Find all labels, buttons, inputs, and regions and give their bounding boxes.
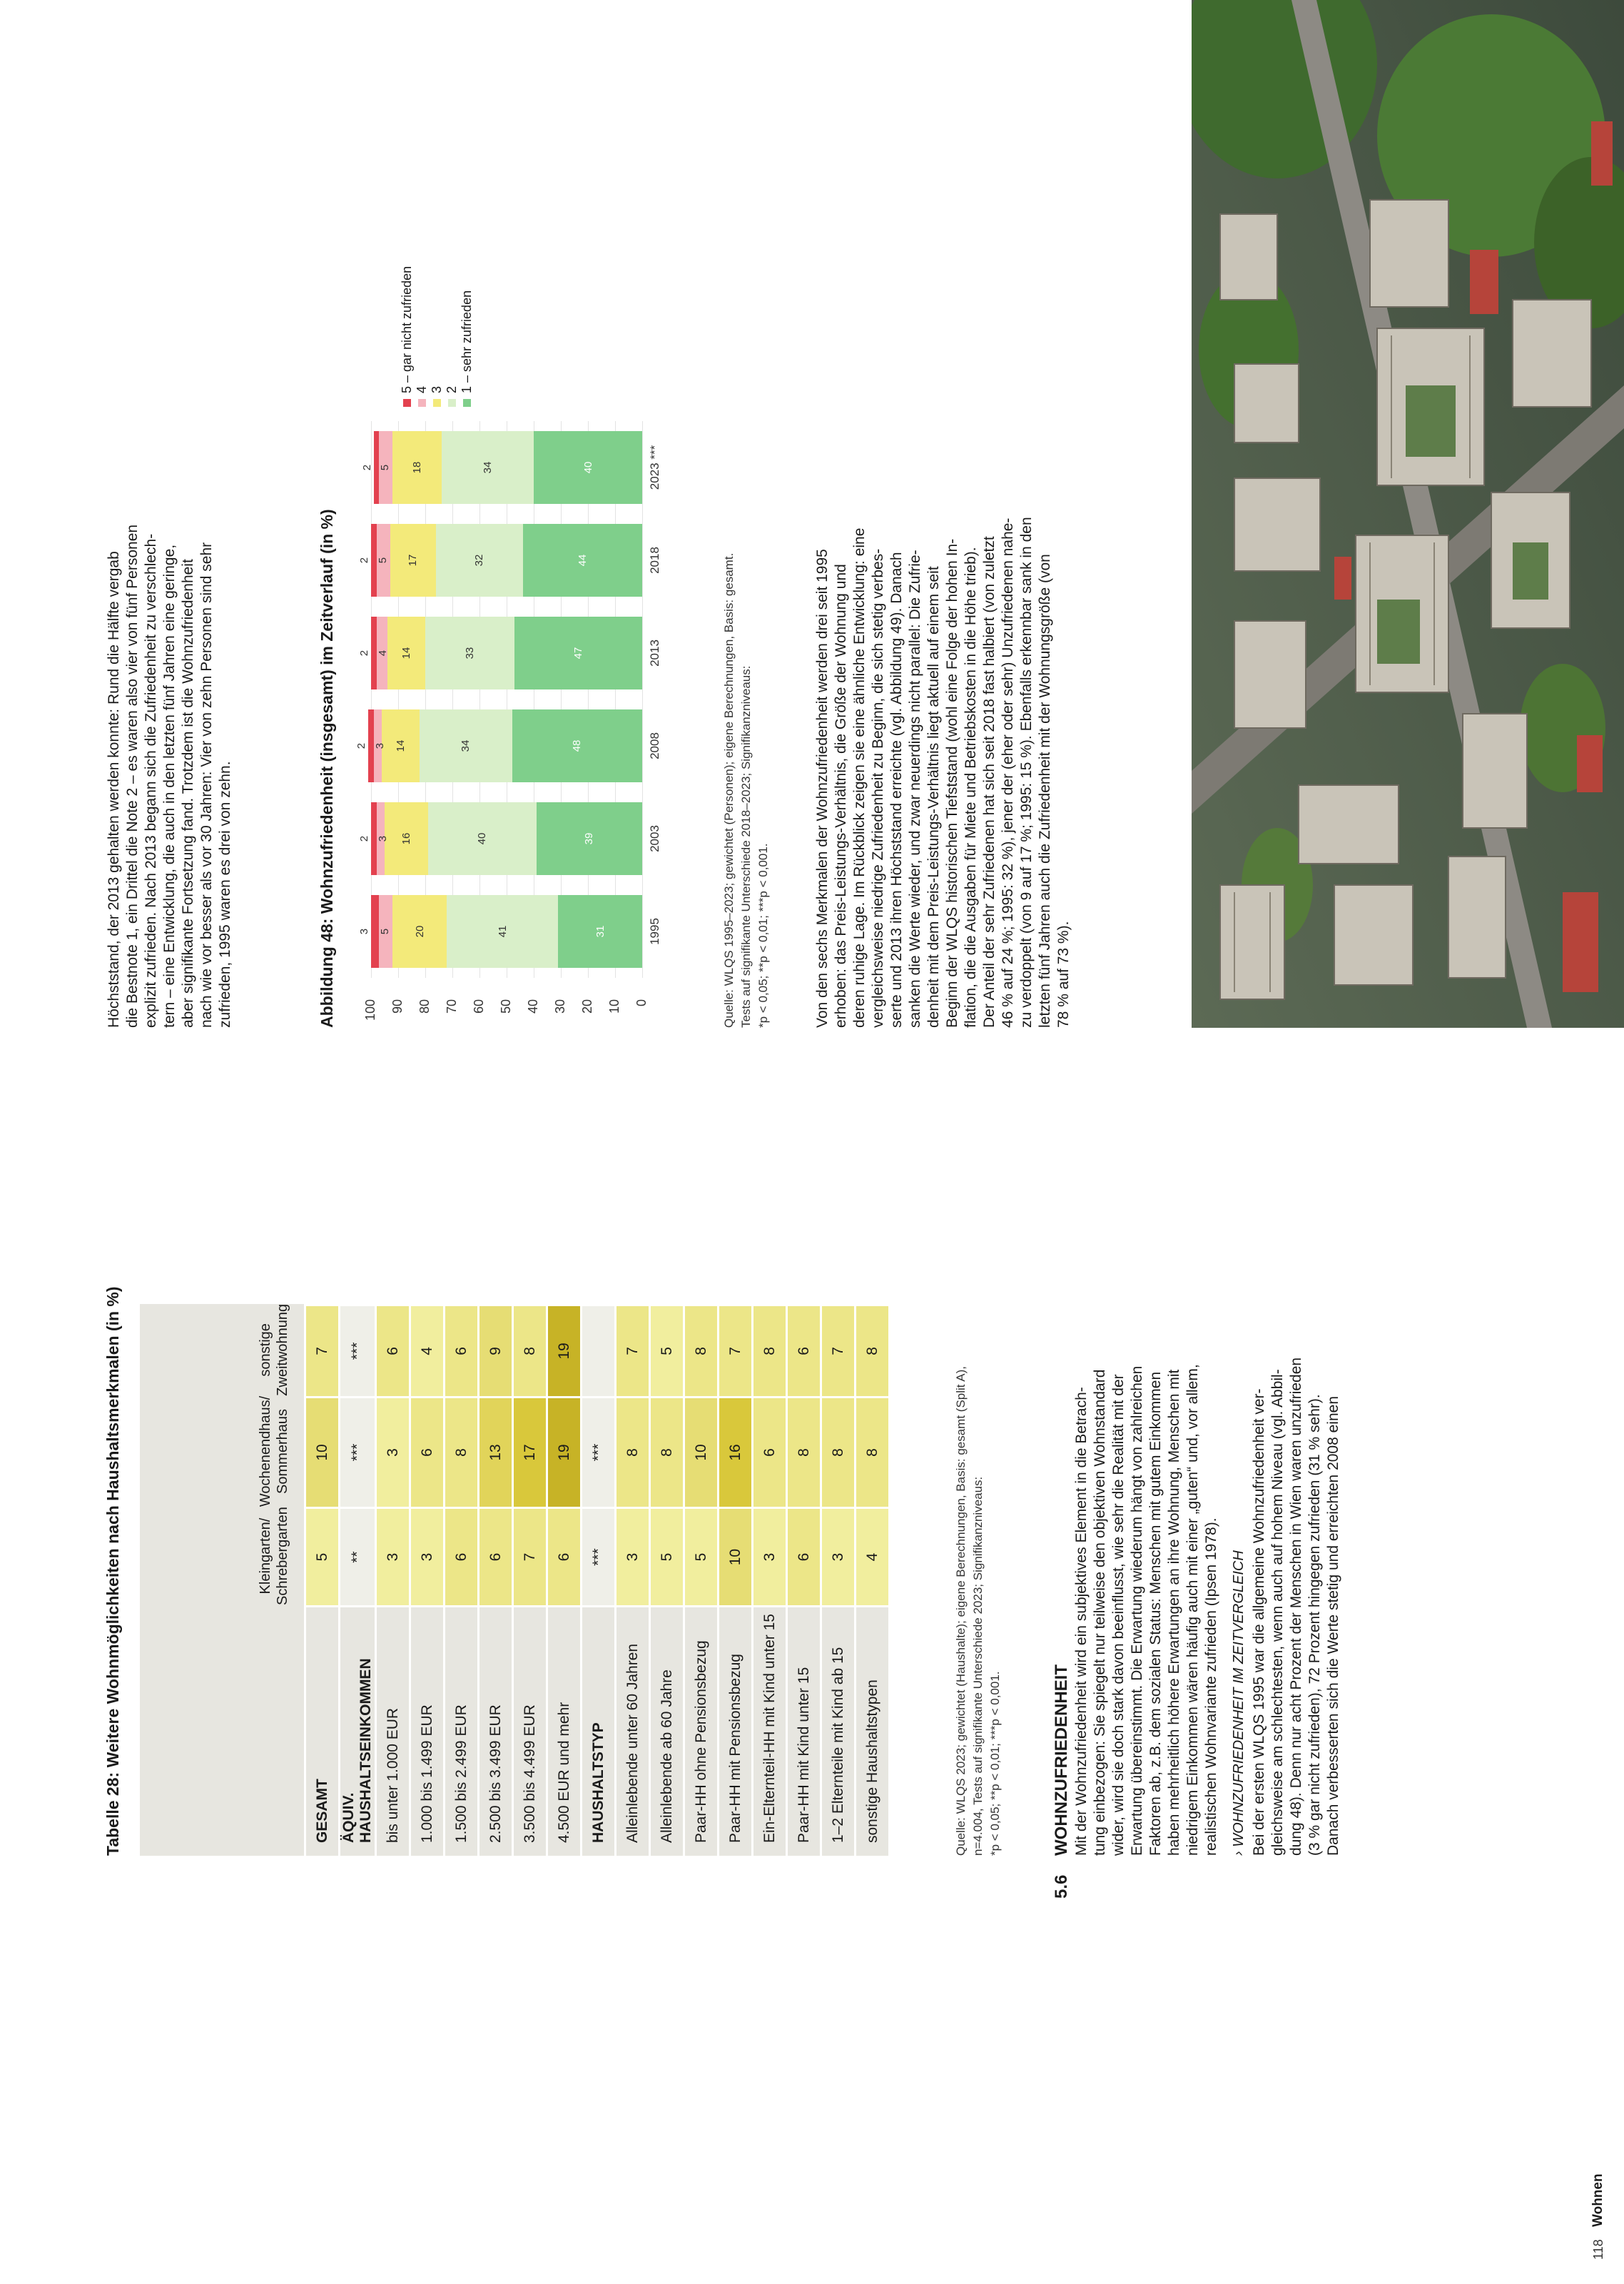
bar-segment: [358, 617, 377, 689]
cell-value: ***: [582, 1507, 616, 1605]
cell-value: 10: [306, 1396, 340, 1507]
data-label: 3: [376, 835, 389, 842]
data-label: 5: [376, 557, 389, 564]
row-label: GESAMT: [306, 1605, 340, 1856]
row-label: 1.000 bis 1.499 EUR: [411, 1605, 445, 1856]
row-label: Paar-HH mit Pensionsbezug: [719, 1605, 753, 1856]
cell-value: 5: [651, 1304, 685, 1396]
cell-value: 4: [856, 1507, 890, 1605]
cell-value: 8: [822, 1396, 856, 1507]
cell-value: 9: [479, 1304, 514, 1396]
cell-value: 19: [548, 1304, 582, 1396]
text-line: Der Anteil der sehr Zufriedenen hat sich seit 2018 fast halbiert (von zuletzt: [981, 536, 998, 1028]
gridline: [588, 421, 589, 978]
data-label: 33: [464, 647, 477, 660]
gridline: [642, 421, 643, 978]
text-line: Faktoren ab, z.B. dem sozialen Status: Menschen mit gutem Einkommen: [1147, 1371, 1164, 1856]
table-row: [788, 1304, 822, 1856]
row-label: Ein-Elternteil-HH mit Kind unter 15: [753, 1605, 788, 1856]
cell-value: 3: [377, 1507, 411, 1605]
data-label: 2: [358, 650, 370, 657]
table-row: [479, 1304, 514, 1856]
text-line: die Bestnote 1, ein Drittel die Note 2 – es waren also vier von fünf Personen: [124, 524, 141, 1028]
table-row: [685, 1304, 719, 1856]
text-line: sanken die Werte wieder, und zwar neuerdings nicht parallel: Die Zufrie-: [907, 550, 923, 1028]
gridline: [615, 421, 616, 978]
data-label: 2: [358, 557, 370, 564]
section-label: Wohnen: [1590, 2173, 1605, 2227]
row-label: Paar-HH mit Kind unter 15: [788, 1605, 822, 1856]
text-line: nach wie vor besser als vor 30 Jahren: Vier von zehn Personen sind sehr: [198, 542, 215, 1028]
table-row: [377, 1304, 411, 1856]
bar-segment: [385, 802, 428, 874]
bar-segment: [523, 524, 642, 596]
stacked-bar-chart: [350, 207, 749, 1028]
row-label: HAUSHALTSTYP: [582, 1605, 616, 1856]
section-title: WOHNZUFRIEDENHEIT: [1052, 1664, 1071, 1856]
table-row: [445, 1304, 479, 1856]
table-row: [753, 1304, 788, 1856]
cell-value: 4: [411, 1304, 445, 1396]
data-label: 4: [376, 650, 389, 657]
cell-value: 19: [548, 1396, 582, 1507]
text-line: tung einbezogen: Sie spiegelt nur teilweise den objektiven Wohnstandard: [1092, 1369, 1108, 1856]
text-line: flation, die die Ausgaben für Miete und Betriebskosten in die Höhe trieb).: [963, 547, 979, 1028]
cell-value: 6: [788, 1304, 822, 1396]
cell-value: 6: [548, 1507, 582, 1605]
legend-entry: [460, 266, 474, 407]
text-line: zu verdoppelt (von 9 auf 17 %; 1995: 15 %). Ebenfalls erkennbar sank in den: [1018, 517, 1035, 1028]
bar-segment: [387, 617, 425, 689]
bar-segment: [428, 802, 537, 874]
text-line: Mit der Wohnzufriedenheit wird ein subjektives Element in die Betrach-: [1073, 1387, 1090, 1856]
data-label: 48: [571, 739, 584, 752]
legend-swatch: [433, 399, 441, 407]
section-number: 5.6: [1052, 1874, 1071, 1899]
bar-segment: [382, 709, 420, 782]
cell-value: 6: [753, 1396, 788, 1507]
cell-value: 3: [822, 1507, 856, 1605]
table-title: Tabelle 28: Weitere Wohnmöglichkeiten nach Haushaltsmerkmalen (in %): [103, 1286, 122, 1856]
table-row: [616, 1304, 651, 1856]
data-label: 20: [413, 925, 426, 938]
bar-segment: [358, 524, 377, 596]
x-tick-label: 2023 ***: [648, 445, 661, 490]
legend-entry: [400, 266, 415, 407]
x-tick-label: 2018: [648, 547, 661, 574]
text-line: gleichsweise am schlechtesten, wenn auch auf hohem Niveau (vgl. Abbil-: [1269, 1369, 1286, 1856]
legend-label: 3: [430, 385, 444, 393]
cell-value: 8: [651, 1396, 685, 1507]
legend-entry: [430, 266, 445, 407]
data-label: 18: [411, 461, 424, 474]
text-line: deren ruhige Lage. Im Rückblick zeigen sie eine ähnliche Entwicklung: eine: [851, 527, 868, 1028]
legend-entry: [445, 266, 460, 407]
bar-segment: [534, 431, 642, 503]
table-row: [548, 1304, 582, 1856]
y-tick-label: 30: [553, 999, 567, 1014]
cell-value: ***: [582, 1396, 616, 1507]
row-label: Alleinlebende unter 60 Jahren: [616, 1605, 651, 1856]
cell-value: 5: [685, 1507, 719, 1605]
bar-segment: [392, 895, 447, 967]
table-corner: [140, 1605, 306, 1856]
cell-value: 10: [685, 1396, 719, 1507]
cell-value: 5: [306, 1507, 340, 1605]
legend-label: 4: [415, 385, 429, 393]
bar-segment: [355, 709, 374, 782]
text-line: Bei der ersten WLQS 1995 war die allgemeine Wohnzufriedenheit ver-: [1251, 1388, 1267, 1856]
gridline: [452, 421, 453, 978]
legend-swatch: [448, 399, 456, 407]
cell-value: 8: [685, 1304, 719, 1396]
cell-value: 7: [719, 1304, 753, 1396]
cell-value: 17: [514, 1396, 548, 1507]
cell-value: 5: [651, 1507, 685, 1605]
data-label: 40: [582, 461, 594, 474]
row-label: Alleinlebende ab 60 Jahre: [651, 1605, 685, 1856]
row-label: Paar-HH ohne Pensionsbezug: [685, 1605, 719, 1856]
figure-source: Quelle: WLQS 1995–2023; gewichtet (Personen); eigene Berechnungen, Basis: gesamt. Tests auf signifikante Unterschiede 2018–2023; Signifikanzniveaus: *p < 0,05; **p < 0,01; ***p < 0,001.: [722, 552, 770, 1028]
bar-segment: [379, 895, 392, 967]
intro-paragraph: [105, 143, 235, 1028]
data-label: 5: [379, 928, 392, 935]
gridline: [425, 421, 426, 978]
y-tick-label: 0: [634, 999, 649, 1007]
data-label: 14: [400, 647, 412, 660]
text-line: Von den sechs Merkmalen der Wohnzufriedenheit werden drei seit 1995: [814, 549, 831, 1028]
data-label: 5: [379, 464, 392, 471]
cell-value: ***: [340, 1304, 377, 1396]
y-tick-label: 40: [526, 999, 540, 1014]
section-body: [1072, 978, 1221, 1856]
subsection-body: [1250, 978, 1343, 1856]
analysis-paragraph: [813, 143, 1073, 1028]
x-tick-label: 2003: [648, 825, 661, 852]
bar-segment: [442, 431, 534, 503]
bar-segment: [358, 802, 377, 874]
bar-segment: [436, 524, 523, 596]
bar-segment: [373, 709, 386, 782]
data-label: 41: [496, 925, 509, 938]
text-line: erhoben: das Preis-Leistungs-Verhältnis, die Größe der Wohnung und: [833, 564, 849, 1028]
text-line: 46 % auf 24 %; 1995: 32 %), jener der (eher oder sehr) Unzufriedenen nahe-: [1000, 517, 1016, 1028]
bar-segment: [392, 431, 441, 503]
data-label: 47: [572, 647, 585, 660]
text-line: tern – eine Entwicklung, die auch in den letzten fünf Jahren eine geringe,: [161, 544, 178, 1028]
y-tick-label: 60: [472, 999, 486, 1014]
data-label: 34: [460, 739, 472, 752]
bar-segment: [425, 617, 514, 689]
aerial-city-illustration: [1192, 0, 1624, 1028]
y-tick-label: 70: [445, 999, 459, 1014]
cell-value: 13: [479, 1396, 514, 1507]
bar-segment: [376, 802, 389, 874]
data-label: 16: [400, 832, 412, 845]
figure-title: Abbildung 48: Wohnzufriedenheit (insgesamt) im Zeitverlauf (in %): [318, 509, 336, 1028]
cell-value: **: [340, 1507, 377, 1605]
cell-value: 7: [822, 1304, 856, 1396]
data-label: 44: [576, 554, 589, 567]
table-row: [411, 1304, 445, 1856]
text-line: zufrieden, 1995 waren es drei von zehn.: [217, 761, 233, 1028]
cell-value: 6: [479, 1507, 514, 1605]
cell-value: 8: [753, 1304, 788, 1396]
row-label: 1–2 Elternteile mit Kind ab 15: [822, 1605, 856, 1856]
legend-label: 2: [445, 385, 459, 393]
bar-segment: [377, 617, 387, 689]
cell-value: 8: [514, 1304, 548, 1396]
bar-segment: [558, 895, 642, 967]
bar-segment: [512, 709, 642, 782]
page-number: 118: [1591, 2239, 1605, 2260]
data-label: 3: [373, 742, 386, 749]
row-label: 1.500 bis 2.499 EUR: [445, 1605, 479, 1856]
table-row: [340, 1304, 377, 1856]
y-tick-label: 10: [607, 999, 621, 1014]
x-tick-label: 2013: [648, 640, 661, 667]
row-label: sonstige Haushaltstypen: [856, 1605, 890, 1856]
text-line: Beginn der WLQS historischen Tiefststand (wohl eine Folge der hohen In-: [944, 538, 960, 1028]
data-label: 2: [358, 835, 370, 842]
text-line: denheit mit dem Preis-Leistungs-Verhältnis liegt aktuell auf einem seit: [925, 566, 942, 1028]
legend-label: 1 – sehr zufrieden: [460, 290, 474, 393]
text-line: serte und 2013 ihren Höchststand erreichte (vgl. Abbildung 49). Danach: [888, 552, 905, 1028]
text-line: aber signifikante Fortsetzung fand. Trotzdem ist die Wohnzufriedenheit: [180, 559, 196, 1028]
y-tick-label: 50: [499, 999, 513, 1014]
cell-value: 6: [445, 1507, 479, 1605]
cell-value: 16: [719, 1396, 753, 1507]
text-line: Erwartung übereinstimmt. Die Erwartung wiederum hängt von zahlreichen: [1129, 1365, 1145, 1856]
table-row: [856, 1304, 890, 1856]
y-tick-label: 20: [580, 999, 594, 1014]
cell-value: 8: [788, 1396, 822, 1507]
data-label: 2: [355, 742, 368, 749]
bar-segment: [390, 524, 437, 596]
cell-value: 6: [377, 1304, 411, 1396]
gridline: [398, 421, 399, 978]
bar-segment: [537, 802, 642, 874]
legend-swatch: [463, 399, 471, 407]
bar-segment: [377, 524, 390, 596]
col-header-kleingarten: Kleingarten/ Schrebergarten: [140, 1507, 306, 1605]
text-line: letzten fünf Jahren auch die Zufriedenheit mit der Wohnungsgröße (von: [1037, 554, 1053, 1028]
table-row: [582, 1304, 616, 1856]
bar-segment: [360, 431, 380, 503]
cell-value: ***: [340, 1396, 377, 1507]
data-label: 31: [594, 925, 607, 938]
data-label: 17: [407, 554, 420, 567]
x-tick-label: 2008: [648, 732, 661, 759]
cell-value: 6: [445, 1304, 479, 1396]
table-row: [719, 1304, 753, 1856]
data-label: 40: [476, 832, 489, 845]
text-line: wider, wird sie doch stark davon beeinflusst, wie sehr die Realität mit der: [1110, 1374, 1127, 1856]
cell-value: [582, 1304, 616, 1396]
table-source: Quelle: WLQS 2023; gewichtet (Haushalte); eigene Berechnungen, Basis: gesamt (Split A), n=4.004, Tests auf signifikante Unterschiede 2023; Signifikanzniveaus: *p < 0,05; **p < 0,01; ***p < 0,001.: [954, 1365, 1002, 1856]
row-label: bis unter 1.000 EUR: [377, 1605, 411, 1856]
aerial-city-photo: [1192, 0, 1624, 1028]
data-label: 3: [358, 928, 370, 935]
cell-value: 7: [514, 1507, 548, 1605]
cell-value: 3: [411, 1507, 445, 1605]
chart-legend: [400, 266, 474, 407]
text-line: haben mehrheitlich höhere Erwartungen an ihre Wohnung, Menschen mit: [1166, 1369, 1182, 1856]
legend-entry: [415, 266, 430, 407]
table-row: [306, 1304, 340, 1856]
subsection-heading: › WOHNZUFRIEDENHEIT IM ZEITVERGLEICH: [1231, 1550, 1247, 1856]
table-row: [514, 1304, 548, 1856]
row-label: ÄQUIV. HAUSHALTSEINKOMMEN: [340, 1605, 377, 1856]
data-label: 34: [481, 461, 494, 474]
row-label: 4.500 EUR und mehr: [548, 1605, 582, 1856]
table-row: [651, 1304, 685, 1856]
row-label: 2.500 bis 3.499 EUR: [479, 1605, 514, 1856]
y-tick-label: 80: [417, 999, 432, 1014]
x-tick-label: 1995: [648, 918, 661, 945]
text-line: Danach verbesserten sich die Werte stetig und erreichten 2008 einen: [1325, 1396, 1341, 1856]
text-line: dung 48). Denn nur acht Prozent der Menschen in Wien waren unzufrieden: [1288, 1357, 1304, 1856]
data-label: 2: [360, 464, 373, 471]
legend-label: 5 – gar nicht zufrieden: [400, 266, 414, 393]
cell-value: 7: [616, 1304, 651, 1396]
cell-value: 8: [856, 1304, 890, 1396]
legend-swatch: [403, 399, 411, 407]
data-label: 39: [583, 832, 596, 845]
gridline: [479, 421, 480, 978]
text-line: niedrigem Einkommen wären häufig auch mit einer „guten“ und, vor allem,: [1184, 1364, 1201, 1856]
cell-value: 6: [788, 1507, 822, 1605]
col-header-zweitwohnung: sonstige Zweitwohnung: [140, 1304, 306, 1396]
cell-value: 10: [719, 1507, 753, 1605]
bar-segment: [420, 709, 512, 782]
cell-value: 8: [445, 1396, 479, 1507]
col-header-wochenendhaus: Wochenendhaus/ Sommerhaus: [140, 1396, 306, 1507]
text-line: realistischen Wohnvariante zufrieden (Ipsen 1978).: [1203, 1517, 1219, 1856]
cell-value: 7: [306, 1304, 340, 1396]
cell-value: 6: [411, 1396, 445, 1507]
cell-value: 3: [616, 1507, 651, 1605]
cell-value: 8: [856, 1396, 890, 1507]
y-tick-label: 100: [363, 999, 377, 1021]
bar-segment: [379, 431, 392, 503]
data-label: 32: [473, 554, 486, 567]
bar-segment: [447, 895, 558, 967]
gridline: [371, 421, 372, 978]
cell-value: 8: [616, 1396, 651, 1507]
bar-segment: [514, 617, 642, 689]
data-label: 14: [395, 739, 407, 752]
text-line: (3 % gar nicht zufrieden), 72 Prozent hingegen zufrieden (31 % sehr).: [1306, 1394, 1323, 1856]
table-row: [822, 1304, 856, 1856]
cell-value: 3: [753, 1507, 788, 1605]
table-28: [140, 1304, 890, 1856]
row-label: 3.500 bis 4.499 EUR: [514, 1605, 548, 1856]
text-line: 78 % auf 73 %).: [1055, 921, 1072, 1028]
text-line: Höchststand, der 2013 gehalten werden konnte: Rund die Hälfte vergab: [106, 551, 122, 1028]
text-line: explizit zufrieden. Nach 2013 begann sich die Zufriedenheit zu verschlech-: [143, 533, 159, 1028]
gridline: [561, 421, 562, 978]
text-line: vergleichsweise niedrige Zufriedenheit zu Beginn, die sich stetig verbes-: [870, 548, 886, 1028]
bar-segment: [358, 895, 379, 967]
legend-swatch: [418, 399, 426, 407]
cell-value: 3: [377, 1396, 411, 1507]
y-tick-label: 90: [390, 999, 405, 1014]
